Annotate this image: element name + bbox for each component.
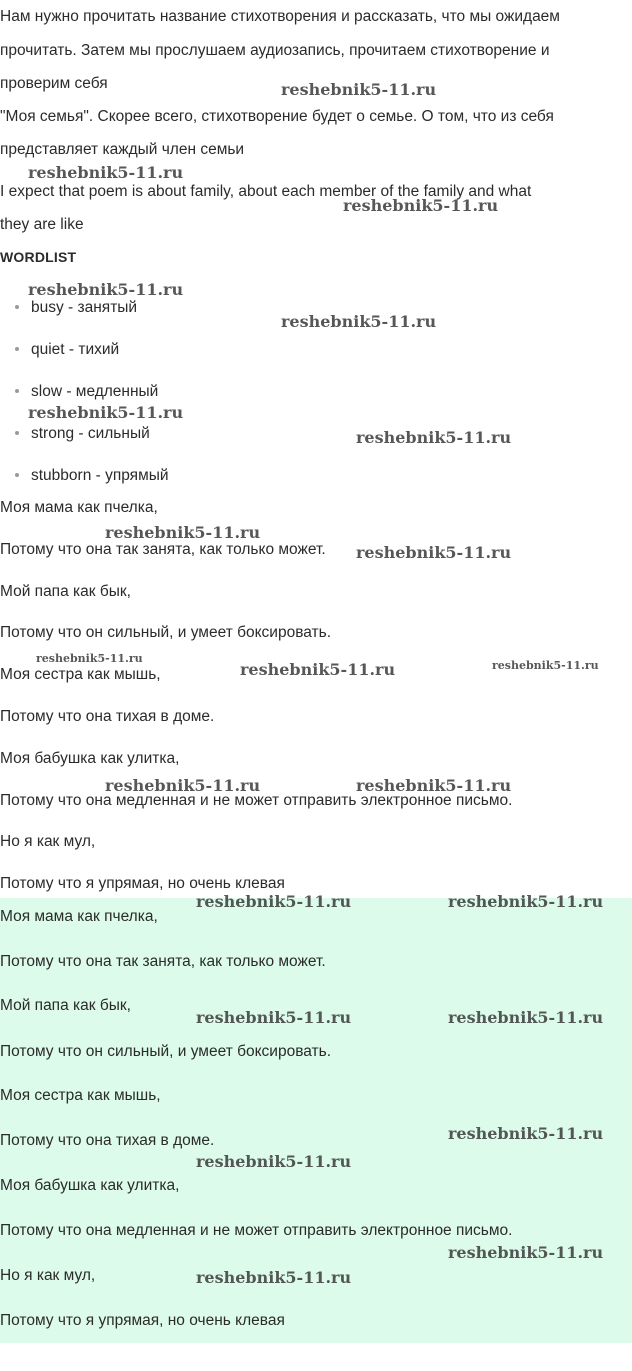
wordlist-item: [15, 381, 158, 403]
watermark-text: reshebnik5-11.ru: [36, 652, 143, 665]
poem-line: Потому что она так занята, как только может.: [0, 541, 326, 558]
watermark-text: reshebnik5-11.ru: [28, 163, 184, 182]
poem-line: Потому что она медленная и не может отправить электронное письмо.: [0, 792, 513, 809]
wordlist-item: [15, 297, 137, 319]
watermark-text: reshebnik5-11.ru: [448, 1008, 604, 1027]
watermark-text: reshebnik5-11.ru: [196, 892, 352, 911]
answer-line: Потому что он сильный, и умеет боксировать.: [0, 1043, 332, 1060]
watermark-text: reshebnik5-11.ru: [28, 280, 184, 299]
watermark-text: reshebnik5-11.ru: [356, 776, 512, 795]
intro-line: прочитать. Затем мы прослушаем аудиозапись, прочитаем стихотворение и: [0, 42, 550, 59]
answer-line: Моя мама как пчелка,: [0, 908, 158, 925]
wordlist-heading: WORDLIST: [0, 249, 77, 265]
wordlist-item-text: slow - медленный: [31, 383, 159, 400]
intro-line: they are like: [0, 216, 84, 233]
watermark-text: reshebnik5-11.ru: [281, 312, 437, 331]
poem-line: Моя сестра как мышь,: [0, 666, 161, 683]
wordlist-item-text: strong - сильный: [31, 425, 150, 442]
wordlist-item: [15, 339, 119, 361]
intro-line: I expect that poem is about family, about each member of the family and what: [0, 183, 532, 200]
watermark-text: reshebnik5-11.ru: [356, 543, 512, 562]
watermark-text: reshebnik5-11.ru: [28, 403, 184, 422]
answer-line: Но я как мул,: [0, 1267, 96, 1284]
wordlist-item-text: quiet - тихий: [31, 341, 120, 358]
intro-line: "Моя семья". Скорее всего, стихотворение будет о семье. О том, что из себя: [0, 108, 554, 125]
poem-line: Моя мама как пчелка,: [0, 499, 158, 516]
bullet-icon: [15, 305, 19, 309]
watermark-text: reshebnik5-11.ru: [356, 428, 512, 447]
intro-line: представляет каждый член семьи: [0, 141, 245, 158]
poem-line: Потому что я упрямая, но очень клевая: [0, 875, 285, 892]
watermark-text: reshebnik5-11.ru: [196, 1008, 352, 1027]
watermark-text: reshebnik5-11.ru: [448, 1124, 604, 1143]
answer-line: Мой папа как бык,: [0, 997, 131, 1014]
answer-line: Моя сестра как мышь,: [0, 1087, 161, 1104]
watermark-text: reshebnik5-11.ru: [492, 659, 599, 672]
wordlist-item: [15, 465, 169, 487]
watermark-text: reshebnik5-11.ru: [105, 776, 261, 795]
bullet-icon: [15, 389, 19, 393]
poem-line: Потому что он сильный, и умеет боксировать.: [0, 624, 332, 641]
answer-line: Потому что она медленная и не может отправить электронное письмо.: [0, 1222, 513, 1239]
poem-line: Но я как мул,: [0, 833, 96, 850]
wordlist-item-text: stubborn - упрямый: [31, 467, 169, 484]
watermark-text: reshebnik5-11.ru: [240, 660, 396, 679]
intro-line: Нам нужно прочитать название стихотворения и рассказать, что мы ожидаем: [0, 8, 560, 25]
wordlist-item: [15, 423, 150, 445]
watermark-text: reshebnik5-11.ru: [281, 80, 437, 99]
watermark-text: reshebnik5-11.ru: [196, 1268, 352, 1287]
answer-line: Потому что она так занята, как только может.: [0, 953, 326, 970]
wordlist-item-text: busy - занятый: [31, 299, 138, 316]
poem-line: Моя бабушка как улитка,: [0, 750, 180, 767]
watermark-text: reshebnik5-11.ru: [343, 196, 499, 215]
bullet-icon: [15, 473, 19, 477]
poem-line: Потому что она тихая в доме.: [0, 708, 215, 725]
watermark-text: reshebnik5-11.ru: [448, 892, 604, 911]
watermark-text: reshebnik5-11.ru: [105, 523, 261, 542]
intro-line: проверим себя: [0, 75, 108, 92]
answer-line: Моя бабушка как улитка,: [0, 1177, 180, 1194]
bullet-icon: [15, 347, 19, 351]
answer-line: Потому что она тихая в доме.: [0, 1132, 215, 1149]
answer-line: Потому что я упрямая, но очень клевая: [0, 1312, 285, 1329]
watermark-text: reshebnik5-11.ru: [196, 1152, 352, 1171]
watermark-text: reshebnik5-11.ru: [448, 1243, 604, 1262]
poem-line: Мой папа как бык,: [0, 583, 131, 600]
bullet-icon: [15, 431, 19, 435]
